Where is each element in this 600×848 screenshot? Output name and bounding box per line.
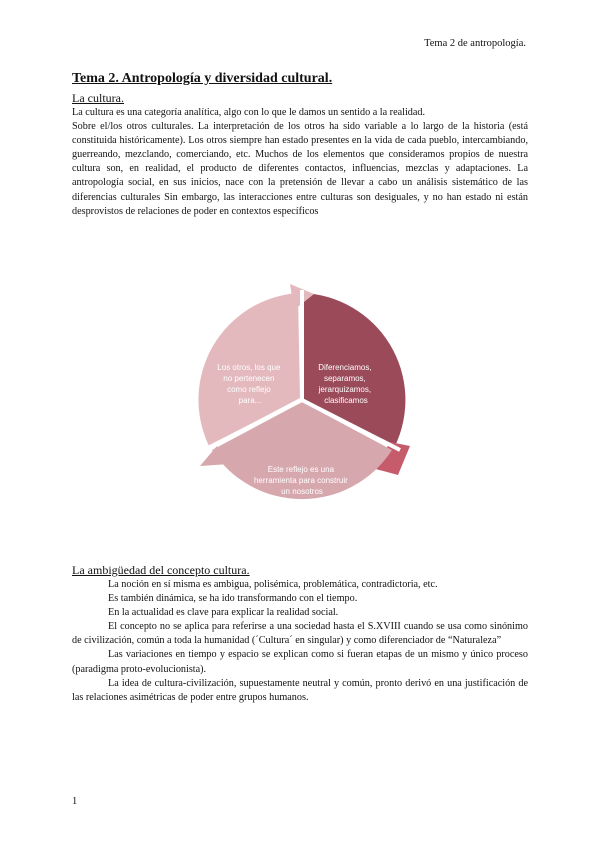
- segment-text-bottom: Este reflejo es una herramienta para construir un nosotros: [253, 465, 348, 496]
- running-header: Tema 2 de antropología.: [424, 38, 526, 49]
- paragraph: La noción en sí misma es ambigua, polisémica, problemática, contradictoria, etc.: [108, 579, 438, 590]
- paragraph: Es también dinámica, se ha ido transformando con el tiempo.: [108, 593, 358, 605]
- paragraph: El concepto no se aplica para referirse a una sociedad hasta el S.XVIII cuando se usa como sinónimo de civilización, común a toda la humanidad (´Cultura´ en singular) y como diferenciador de “Naturaleza”: [72, 621, 528, 647]
- page-content: [72, 70, 528, 703]
- cycle-diagram-svg: [72, 270, 528, 520]
- section-heading-ambiguedad: La ambigüedad del concepto cultura.: [72, 563, 250, 577]
- section-ambiguedad: [72, 560, 528, 705]
- segment-text-left: Los otros, los que no pertenecen como reflejo para...: [217, 363, 281, 405]
- section-heading-cultura: La cultura.: [72, 91, 124, 105]
- paragraph: La cultura es una categoría analítica, algo con lo que le damos un sentido a la realidad.: [72, 107, 426, 118]
- cycle-diagram: [72, 270, 528, 520]
- segment-text-right: Diferenciamos, separamos, jerarquizamos, clasificamos: [318, 363, 372, 405]
- paragraph: La idea de cultura-civilización, supuestamente neutral y común, pronto derivó en una justificación de las relaciones asimétricas de poder entre grupos humanos.: [72, 677, 528, 703]
- page-number: 1: [72, 796, 78, 807]
- paragraph: En la actualidad es clave para explicar la realidad social.: [108, 607, 339, 619]
- paragraph: Las variaciones en tiempo y espacio se explican como si fueran etapas de un mismo y único proceso (paradigma proto-evolucionista).: [72, 649, 528, 675]
- page-title: Tema 2. Antropología y diversidad cultural.: [72, 71, 333, 86]
- paragraph: Sobre el/los otros culturales. La interpretación de los otros ha sido variable a lo largo de la historia (está constituida históricamente). Los otros siempre han estado presentes en la vida de cada pueblo, intercambiando, guerreando, mezclando, comerciando, etc. Muchos de los elementos que consideramos propios de nuestra cultura son, en realidad, el producto de diferentes contactos, influencias, mezclas y adaptaciones. La antropología social, en sus inicios, nace con la pretensión de llevar a cabo un análisis sistemático de las diferencias culturales Sin embargo, las interacciones entre culturas son desiguales, y no han estado ni están desprovistos de relaciones de poder en contextos específicos: [72, 121, 528, 217]
